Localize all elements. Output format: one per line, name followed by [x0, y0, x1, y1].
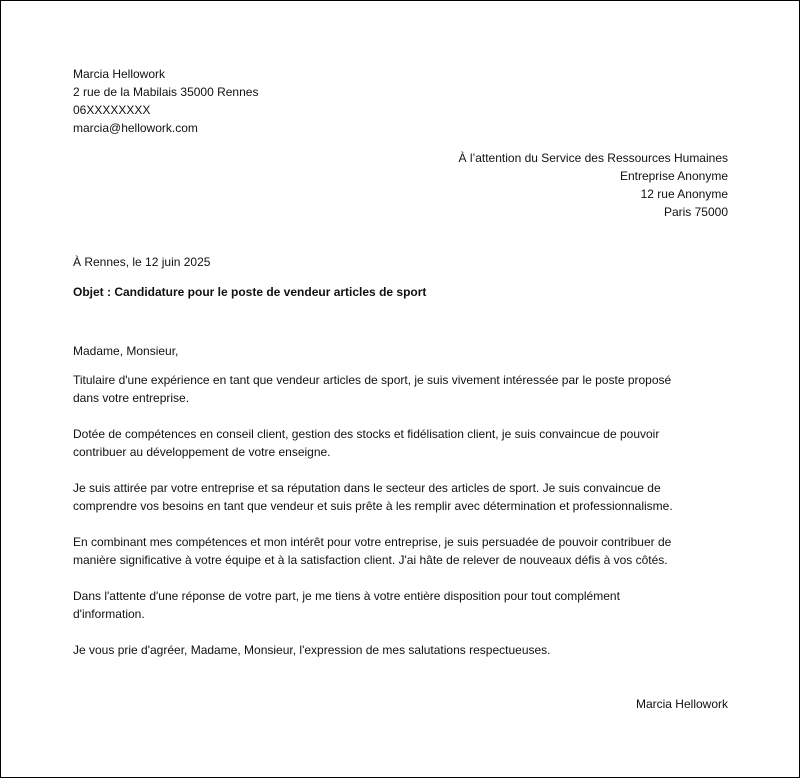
recipient-block [73, 149, 728, 221]
recipient-city: Paris 75000 [663, 205, 728, 219]
closing-sentence: Je vous prie d'agréer, Madame, Monsieur, l'expression de mes salutations respectueuses. [73, 643, 551, 657]
paragraph-line: manière significative à votre équipe et à la satisfaction client. J'ai hâte de relever de nouveaux défis à vos côtés. [73, 553, 668, 567]
greeting: Madame, Monsieur, [73, 344, 179, 358]
recipient-attention: À l’attention du Service des Ressources Humaines [458, 151, 728, 165]
paragraph-line: Dotée de compétences en conseil client, gestion des stocks et fidélisation client, je suis convaincue de pouvoir [73, 427, 660, 441]
paragraph-line: dans votre entreprise. [73, 391, 190, 405]
paragraph-line: Dans l'attente d'une réponse de votre part, je me tiens à votre entière disposition pour tout complément [73, 589, 620, 603]
paragraph-line: Titulaire d'une expérience en tant que vendeur articles de sport, je suis vivement intéressée par le poste proposé [73, 373, 672, 387]
date-line: À Rennes, le 12 juin 2025 [73, 255, 211, 269]
sender-block [73, 65, 728, 137]
paragraph-1 [73, 371, 728, 407]
recipient-company: Entreprise Anonyme [619, 169, 728, 183]
paragraph-2 [73, 425, 728, 461]
paragraph-line: d'information. [73, 607, 145, 621]
paragraph-4 [73, 533, 728, 569]
sender-name: Marcia Hellowork [73, 67, 166, 81]
sender-email: marcia@hellowork.com [73, 121, 198, 135]
recipient-street: 12 rue Anonyme [640, 187, 728, 201]
signature: Marcia Hellowork [635, 697, 728, 711]
paragraph-line: En combinant mes compétences et mon intérêt pour votre entreprise, je suis persuadée de pouvoir contribuer de [73, 535, 672, 549]
paragraph-line: comprendre vos besoins en tant que vendeur et suis prête à les remplir avec détermination et professionnalisme. [73, 499, 673, 513]
paragraph-line: Je suis attirée par votre entreprise et sa réputation dans le secteur des articles de sport. Je suis convaincue de [73, 481, 661, 495]
subject-line: Objet : Candidature pour le poste de vendeur articles de sport [73, 285, 427, 299]
paragraph-3 [73, 479, 728, 515]
paragraph-5 [73, 587, 728, 623]
sender-phone: 06XXXXXXXX [73, 103, 151, 117]
paragraph-line: contribuer au développement de votre enseigne. [73, 445, 331, 459]
sender-address: 2 rue de la Mabilais 35000 Rennes [73, 85, 259, 99]
